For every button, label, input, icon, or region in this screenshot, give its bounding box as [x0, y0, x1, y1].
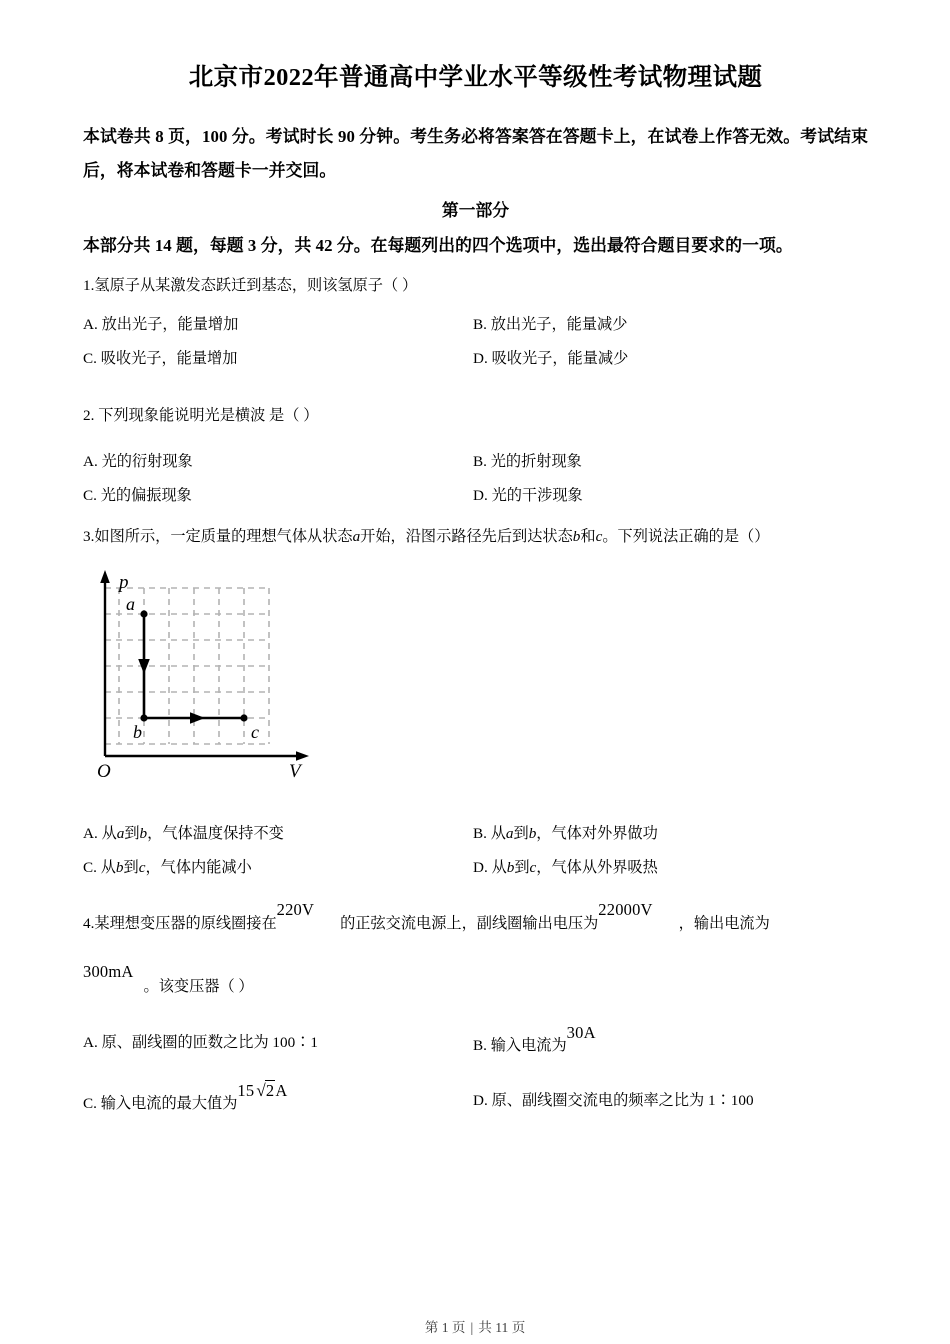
- question-3-number: 3.: [83, 528, 95, 546]
- page-content: [83, 62, 868, 1131]
- question-3-options: [83, 820, 868, 888]
- option-b-key: B.: [473, 315, 487, 333]
- option-d-post: ，气体从外界吸热: [536, 858, 658, 876]
- option-b-mid: 到: [513, 824, 529, 842]
- option-row: [83, 1080, 868, 1131]
- option-c-key: C.: [83, 349, 97, 367]
- q4-part-4: 。该变压器（ ）: [143, 978, 254, 996]
- option-d-var2: c: [529, 858, 537, 876]
- option-b-var1: a: [505, 824, 514, 842]
- option-b-formula-30a: 30A: [566, 1022, 596, 1042]
- option-a-post: ，气体温度保持不变: [147, 824, 284, 842]
- formula-coefficient: 15: [237, 1080, 255, 1100]
- option-a-var1: a: [116, 824, 125, 842]
- q4-part-3: ，输出电流为: [678, 914, 770, 932]
- option-b-key: B.: [473, 824, 487, 842]
- question-2-number: 2.: [83, 406, 95, 424]
- section-instructions: 本部分共 14 题，每题 3 分，共 42 分。在每题列出的四个选项中，选出最符合题目要求的一项。: [83, 235, 793, 255]
- axis-label-p: p: [119, 571, 129, 593]
- y-axis-arrow-icon: [100, 570, 110, 583]
- option-b-key: B.: [473, 1036, 487, 1054]
- option-c-pre: 从: [100, 858, 116, 876]
- option-c-pre: 输入电流的最大值为: [100, 1094, 238, 1112]
- q3-part-3: 和: [580, 528, 596, 546]
- question-2-stem: [83, 401, 868, 431]
- arrow-b-to-c-icon: [190, 712, 205, 724]
- option-a[interactable]: [83, 448, 193, 477]
- origin-label: O: [97, 760, 111, 782]
- option-b-text: 放出光子，能量减少: [490, 315, 628, 333]
- option-c-post: ，气体内能减小: [145, 858, 252, 876]
- option-row: [83, 482, 868, 516]
- option-row: [83, 311, 868, 345]
- option-d[interactable]: [473, 482, 583, 511]
- option-a[interactable]: [83, 820, 284, 849]
- q4-part-2: 的正弦交流电源上，副线圈输出电压为: [340, 914, 599, 932]
- option-a-mid: 到: [124, 824, 140, 842]
- option-a-key: A.: [83, 315, 98, 333]
- option-b-pre: 输入电流为: [490, 1036, 567, 1054]
- option-a-key: A.: [83, 1033, 98, 1051]
- option-row: [83, 345, 868, 379]
- q4-formula-22000v: 22000V: [598, 899, 653, 919]
- point-label-b: b: [133, 721, 142, 742]
- option-a-key: A.: [83, 453, 98, 471]
- question-2-options: [83, 448, 868, 516]
- point-label-c: c: [251, 721, 259, 742]
- option-row: [83, 820, 868, 854]
- option-c[interactable]: [83, 854, 252, 883]
- footer-current-page: 第 1 页: [424, 1320, 466, 1335]
- option-a[interactable]: [83, 1029, 318, 1058]
- q3-part-1: 如图所示，一定质量的理想气体从状态: [94, 528, 353, 546]
- exam-instructions: 本试卷共 8 页，100 分。考试时长 90 分钟。考生务必将答案答在答题卡上，在试卷上作答无效。考试结束后，将本试卷和答题卡一并交回。: [83, 126, 868, 181]
- option-d-pre: 从: [491, 858, 507, 876]
- option-a-var2: b: [139, 824, 148, 842]
- formula-unit: A: [275, 1080, 288, 1100]
- question-1-options: [83, 311, 868, 379]
- x-axis-arrow-icon: [296, 751, 309, 761]
- option-d[interactable]: [473, 345, 628, 374]
- option-b[interactable]: [473, 448, 582, 477]
- option-c-key: C.: [83, 858, 97, 876]
- option-d-key: D.: [473, 349, 488, 367]
- option-row: [83, 448, 868, 482]
- option-c[interactable]: [83, 482, 192, 511]
- option-c-text: 吸收光子，能量增加: [100, 349, 238, 367]
- option-d[interactable]: [473, 854, 658, 883]
- option-b-var2: b: [528, 824, 537, 842]
- axis-label-v: V: [289, 760, 301, 782]
- state-point-b: [140, 714, 147, 721]
- option-a-key: A.: [83, 824, 98, 842]
- option-d-key: D.: [473, 858, 488, 876]
- footer-total-pages: 共 11 页: [478, 1320, 526, 1335]
- option-b-text: 光的折射现象: [490, 453, 582, 471]
- option-c-key: C.: [83, 1094, 97, 1112]
- q3-var-a: a: [352, 528, 361, 546]
- option-a-pre: 从: [101, 824, 117, 842]
- formula-radicand: 2: [265, 1080, 275, 1100]
- option-c[interactable]: [83, 1080, 288, 1119]
- state-point-a: [140, 610, 147, 617]
- q4-formula-300ma: 300mA: [83, 962, 134, 982]
- option-b-key: B.: [473, 453, 487, 471]
- option-d[interactable]: [473, 1087, 754, 1116]
- option-d-key: D.: [473, 1091, 488, 1109]
- question-4-stem: [83, 899, 868, 943]
- option-d-var1: b: [506, 858, 515, 876]
- option-c-text: 光的偏振现象: [100, 487, 192, 505]
- option-row: [83, 854, 868, 888]
- pv-diagram-svg: [95, 566, 335, 798]
- option-a-text: 光的衍射现象: [101, 453, 193, 471]
- option-d-text: 吸收光子，能量减少: [491, 349, 629, 367]
- option-row: [83, 1022, 868, 1073]
- point-label-a: a: [126, 593, 135, 614]
- footer-separator: |: [470, 1320, 474, 1335]
- option-b[interactable]: [473, 1022, 596, 1061]
- question-4-stem-cont: [83, 962, 868, 1002]
- question-2-text: 下列现象能说明光是横波 是（ ）: [98, 406, 319, 424]
- option-c[interactable]: [83, 345, 237, 374]
- question-4-number: 4.: [83, 914, 95, 932]
- question-1-number: 1.: [83, 277, 95, 295]
- option-a[interactable]: [83, 311, 238, 340]
- question-1-text: 氢原子从某激发态跃迁到基态，则该氢原子（ ）: [94, 277, 418, 295]
- q3-part-4: 。下列说法正确的是（: [602, 528, 755, 546]
- pv-diagram-figure: [95, 566, 335, 798]
- sqrt-icon: √2: [256, 1080, 275, 1100]
- page-title: 北京市2022年普通高中学业水平等级性考试物理试题: [188, 64, 763, 91]
- option-b[interactable]: [473, 311, 627, 340]
- option-c-mid: 到: [123, 858, 139, 876]
- q3-part-2: 开始，沿图示路径先后到达状态: [360, 528, 573, 546]
- option-d-mid: 到: [514, 858, 530, 876]
- option-b-post: ，气体对外界做功: [536, 824, 658, 842]
- page-footer: [0, 1316, 950, 1336]
- option-b[interactable]: [473, 820, 658, 849]
- option-d-text: 光的干涉现象: [491, 487, 583, 505]
- question-4-options: [83, 1022, 868, 1131]
- option-c-var2: c: [138, 858, 146, 876]
- option-b-pre: 从: [490, 824, 506, 842]
- question-3-stem: [83, 522, 868, 552]
- q3-part-5: ）: [754, 528, 770, 546]
- option-d-key: D.: [473, 487, 488, 505]
- q4-formula-220v: 220V: [276, 899, 315, 919]
- option-a-text: 原、副线圈的匝数之比为 100∶1: [101, 1033, 318, 1051]
- option-d-text: 原、副线圈交流电的频率之比为 1∶100: [491, 1091, 754, 1109]
- option-c-key: C.: [83, 487, 97, 505]
- q3-var-b: b: [572, 528, 581, 546]
- question-1-stem: [83, 271, 868, 301]
- option-c-formula-15sqrt2a: [237, 1081, 287, 1100]
- option-c-var1: b: [115, 858, 124, 876]
- state-point-c: [240, 714, 247, 721]
- section-heading: 第一部分: [441, 200, 510, 220]
- q3-var-c: c: [595, 528, 603, 546]
- q4-part-1: 某理想变压器的原线圈接在: [94, 914, 277, 932]
- option-a-text: 放出光子，能量增加: [101, 315, 239, 333]
